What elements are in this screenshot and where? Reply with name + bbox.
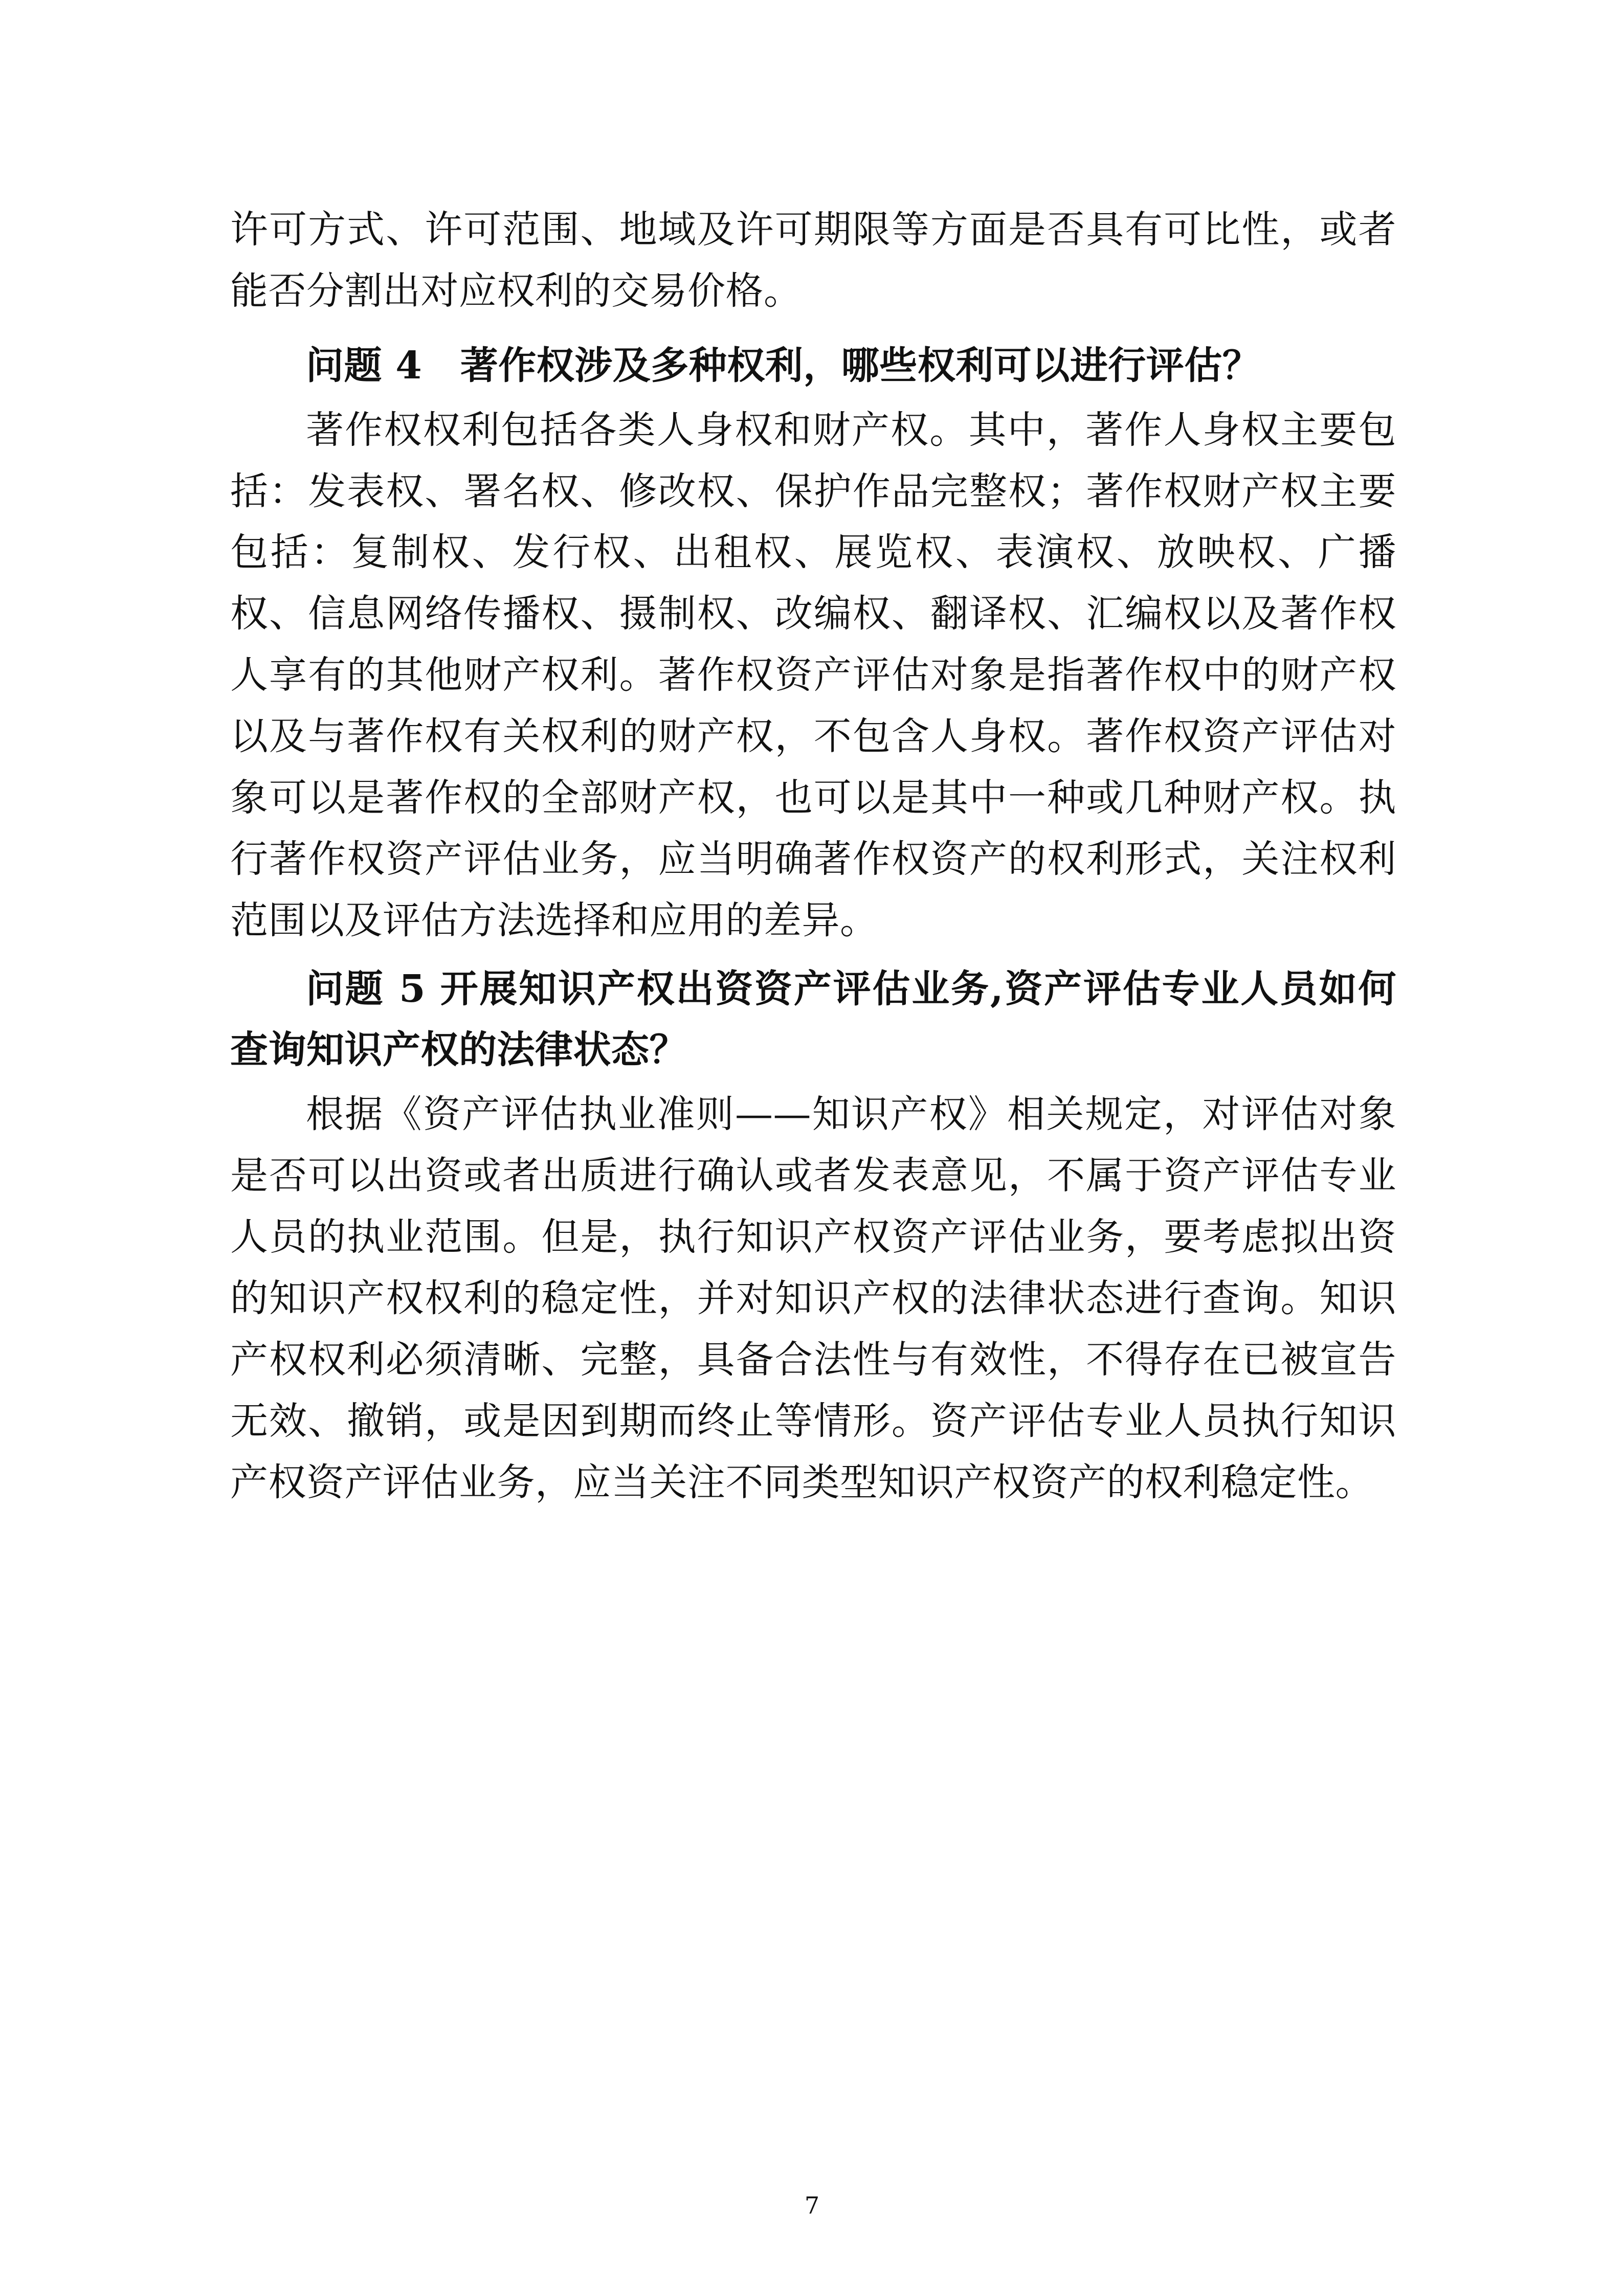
paragraph-question-4-answer: 著作权权利包括各类人身权和财产权。其中，著作人身权主要包括：发表权、署名权、修改权、保护作品完整权；著作权财产权主要包括：复制权、发行权、出租权、展览权、表演权、放映权、广播权、信息网络传播权、摄制权、改编权、翻译权、汇编权以及著作权人享有的其他财产权利。著作权资产评估对象是指著作权中的财产权以及与著作权有关权利的财产权，不包含人身权。著作权资产评估对象可以是著作权的全部财产权，也可以是其中一种或几种财产权。执行著作权资产评估业务，应当明确著作权资产的权利形式，关注权利范围以及评估方法选择和应用的差异。 <box>230 408 1396 942</box>
paragraph-question-5-answer: 根据《资产评估执业准则——知识产权》相关规定，对评估对象是否可以出资或者出质进行确认或者发表意见，不属于资产评估专业人员的执业范围。但是，执行知识产权资产评估业务，要考虑拟出资的知识产权权利的稳定性，并对知识产权的法律状态进行查询。知识产权权利必须清晰、完整，具备合法性与有效性，不得存在已被宣告无效、撤销，或是因到期而终止等情形。资产评估专业人员执行知识产权资产评估业务，应当关注不同类型知识产权资产的权利稳定性。 <box>230 1092 1396 1504</box>
heading-question-5: 问题 5 开展知识产权出资资产评估业务,资产评估专业人员如何查询知识产权的法律状态？ <box>230 966 1396 1072</box>
page-number: 7 <box>804 2192 820 2219</box>
heading-question-4: 问题 4 著作权涉及多种权利，哪些权利可以进行评估？ <box>306 343 1261 388</box>
document-body <box>230 199 1396 1513</box>
block-spacer <box>230 323 1396 328</box>
paragraph-continued: 许可方式、许可范围、地域及许可期限等方面是否具有可比性，或者能否分割出对应权利的交易价格。 <box>230 208 1396 313</box>
